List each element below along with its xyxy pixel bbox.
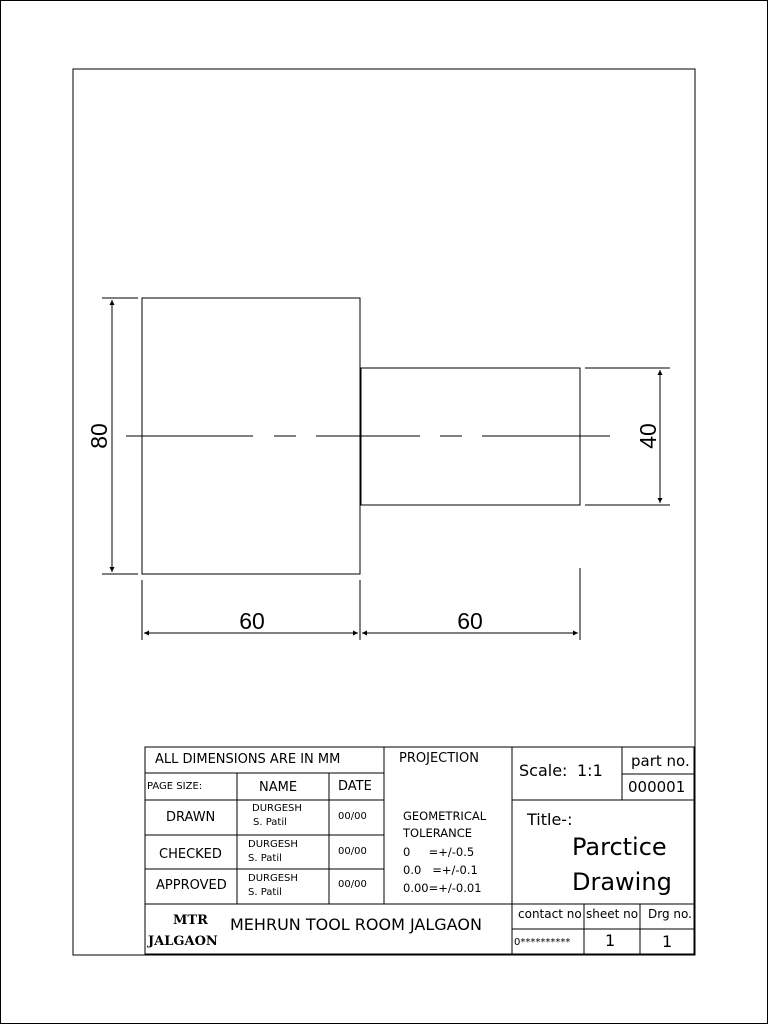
- checked-name-line2: S. Patil: [248, 853, 282, 864]
- sheet-value: 1: [605, 931, 616, 950]
- checked-label: CHECKED: [159, 847, 222, 862]
- title-label: Title-:: [527, 810, 573, 829]
- approved-name-line1: DURGESH: [248, 873, 298, 884]
- dimension-label-40: 40: [635, 423, 661, 449]
- tolerance-heading1: GEOMETRICAL: [403, 809, 487, 823]
- company-logo-line1: MTR: [173, 913, 208, 928]
- dimension-label-80: 80: [86, 423, 112, 449]
- drg-value: 1: [662, 932, 673, 951]
- scale-label: Scale:: [519, 761, 568, 780]
- page-size-label: PAGE SIZE:: [147, 781, 203, 792]
- company-logo-line2: JALGAON: [148, 934, 218, 949]
- sheet-label: sheet no: [586, 907, 639, 921]
- projection-label: PROJECTION: [399, 751, 479, 766]
- drawn-name-line1: DURGESH: [252, 803, 302, 814]
- tolerance-line2: 0.0 =+/-0.1: [403, 863, 478, 877]
- tolerance-line3: 0.00=+/-0.01: [403, 881, 482, 895]
- contact-label: contact no: [518, 907, 582, 921]
- units-note: ALL DIMENSIONS ARE IN MM: [155, 752, 341, 767]
- name-header: NAME: [259, 780, 298, 795]
- part-no-label: part no.: [631, 752, 690, 770]
- dimension-label-60-right: 60: [457, 608, 483, 634]
- drawn-label: DRAWN: [166, 810, 216, 825]
- company-name: MEHRUN TOOL ROOM JALGAON: [230, 915, 482, 934]
- part-no-value: 000001: [628, 778, 686, 796]
- drg-label: Drg no.: [648, 907, 692, 921]
- checked-name-line1: DURGESH: [248, 839, 298, 850]
- approved-name-line2: S. Patil: [248, 887, 282, 898]
- contact-value: 0**********: [514, 937, 571, 948]
- date-header: DATE: [338, 779, 372, 794]
- tolerance-heading2: TOLERANCE: [403, 826, 473, 840]
- scale-value: 1:1: [577, 761, 603, 780]
- drawn-name-line2: S. Patil: [253, 817, 287, 828]
- dimension-label-60-left: 60: [239, 608, 265, 634]
- checked-date: 00/00: [338, 846, 367, 857]
- title-line2: Drawing: [572, 868, 672, 896]
- approved-date: 00/00: [338, 879, 367, 890]
- approved-label: APPROVED: [156, 878, 227, 893]
- drawn-date: 00/00: [338, 811, 367, 822]
- tolerance-line1: 0 =+/-0.5: [403, 845, 475, 859]
- title-line1: Parctice: [572, 833, 667, 861]
